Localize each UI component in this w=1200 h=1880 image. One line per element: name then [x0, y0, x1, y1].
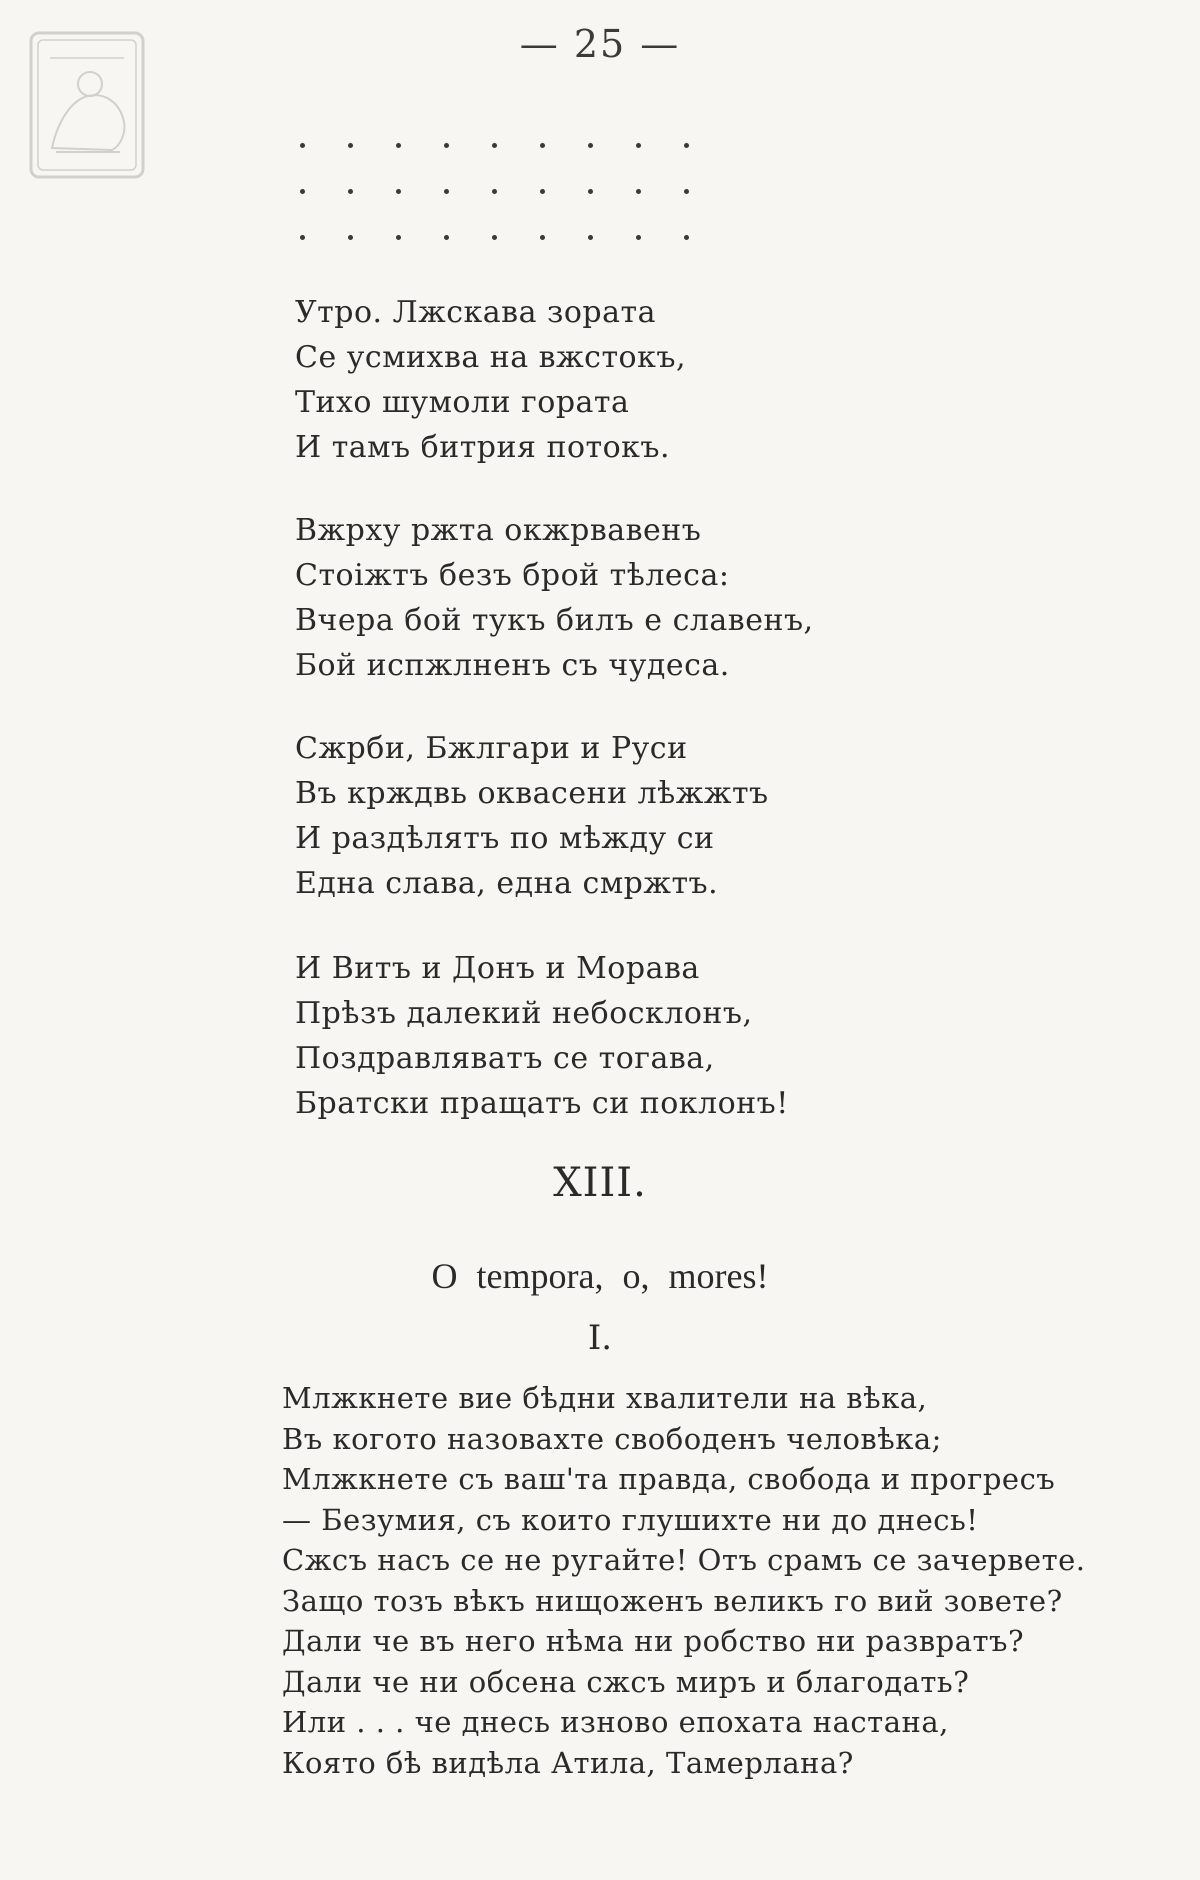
verse-block — [282, 1378, 1182, 1783]
stanza-4 — [295, 946, 1095, 1126]
verse-line: Утро. Лжскава зората — [295, 295, 656, 330]
verse-line: Една слава, една смржтъ. — [295, 866, 719, 901]
ellipsis-row — [300, 235, 700, 245]
verse-line: Братски пращатъ си поклонъ! — [295, 1086, 789, 1121]
stanza-1 — [295, 290, 1095, 470]
page-number: — 25 — — [519, 22, 681, 66]
verse-line: Млжкнете вие бѣдни хвалители на вѣка, — [282, 1381, 928, 1415]
ellipsis-row — [300, 143, 700, 153]
verse-line: Бой испжлненъ съ чудеса. — [295, 648, 730, 683]
section-title: O tempora, o, mores! — [431, 1256, 769, 1296]
verse-line: Млжкнете съ ваш'та правда, свобода и прогресъ — [282, 1462, 1056, 1496]
verse-line: Вчера бой тукъ билъ е славенъ, — [295, 603, 814, 638]
verse-line: И Витъ и Донъ и Морава — [295, 951, 700, 986]
stanza-2 — [295, 508, 1095, 688]
verse-line: Сжсъ насъ се не ругайте! Отъ срамъ се зачервете. — [282, 1543, 1086, 1577]
verse-line: Поздравляватъ се тогава, — [295, 1041, 715, 1076]
verse-line: Прѣзъ далекий небосклонъ, — [295, 996, 753, 1031]
verse-line: Тихо шумоли гората — [295, 385, 630, 420]
verse-line: Която бѣ видѣла Атила, Тамерлана? — [282, 1745, 854, 1780]
verse-line: Въ крждвь оквасени лѣжжтъ — [295, 776, 769, 811]
verse-line: — Безумия, съ които глушихте ни до днесь! — [282, 1502, 979, 1537]
verse-line: Вжрху ржта окжрвавенъ — [295, 513, 702, 548]
ellipsis-row — [300, 189, 700, 199]
verse-line: Сжрби, Бжлгари и Руси — [295, 731, 688, 766]
verse-line: Дали че въ него нѣма ни робство ни развратъ? — [282, 1624, 1025, 1658]
part-numeral: I. — [587, 1318, 613, 1358]
verse-line: Или . . . че днесь изново епохата настана, — [282, 1705, 949, 1739]
verse-line: Въ когото назовахте свободенъ человѣка; — [282, 1421, 942, 1456]
verse-line: Се усмихва на вжстокъ, — [295, 340, 686, 375]
verse-line: Дали че ни обсена сжсъ миръ и благодать? — [282, 1664, 970, 1699]
verse-line: Защо тозъ вѣкъ нищоженъ великъ го вий зовете? — [282, 1583, 1063, 1618]
section-numeral: XIII. — [553, 1160, 647, 1206]
stanza-3 — [295, 726, 1095, 906]
verse-line: И раздѣлятъ по мѣжду си — [295, 821, 715, 856]
verse-line: И тамъ битрия потокъ. — [295, 430, 671, 465]
verse-line: Стоіжтъ безъ брой тѣлеса: — [295, 558, 730, 593]
